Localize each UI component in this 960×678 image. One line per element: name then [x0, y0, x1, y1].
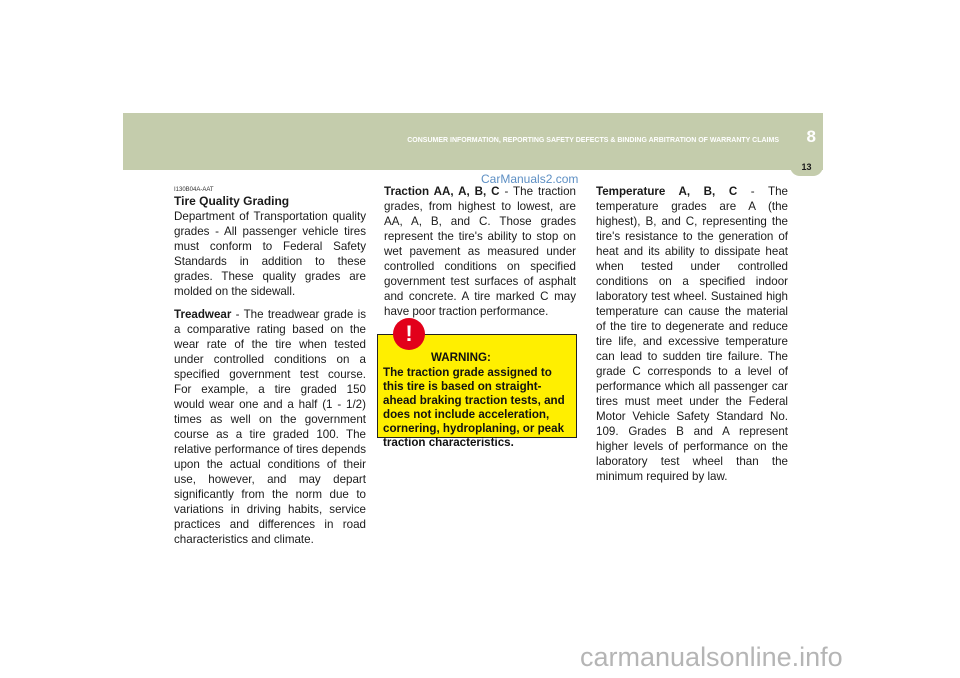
warning-box	[377, 321, 577, 449]
column-3	[596, 184, 788, 492]
watermark-top[interactable]: CarManuals2.com	[481, 172, 579, 186]
section-heading: Tire Quality Grading	[174, 194, 290, 208]
traction-paragraph	[384, 184, 576, 319]
watermark-bottom[interactable]: carmanualsonline.info	[580, 642, 843, 672]
treadwear-lead: Treadwear	[174, 308, 232, 321]
page-number: 13	[790, 157, 823, 176]
header-title: CONSUMER INFORMATION, REPORTING SAFETY DEFECTS & BINDING ARBITRATION OF WARRANTY CLAIMS	[407, 137, 779, 144]
warning-icon: !	[393, 318, 425, 350]
warning-text: The traction grade assigned to this tire is based on straight-ahead braking traction tests, and does not include acceleration, cornering, hydroplaning, or peak traction characteristics.	[383, 366, 565, 449]
temperature-lead: Temperature A, B, C	[596, 185, 738, 198]
column-2	[384, 184, 576, 327]
column-1	[174, 186, 366, 555]
section-code: I130B04A-AAT	[174, 187, 214, 193]
treadwear-text: - The treadwear grade is a comparative rating based on the wear rate of the tire when tested under controlled conditions on a specified government test course. For example, a tire graded 150 would wear one and a half (1 - 1/2) times as well on the government course as a tire graded 100. The relative performance of tires depends upon the actual conditions of their use, however, and may depart significantly from the norm due to variations in driving habits, service practices and differences in road characteristics and climate.	[174, 308, 366, 546]
chapter-number: 8	[806, 127, 816, 146]
temperature-paragraph	[596, 184, 788, 484]
traction-lead: Traction AA, A, B, C	[384, 185, 500, 198]
warning-label: WARNING:	[431, 351, 491, 364]
traction-text: - The traction grades, from highest to lowest, are AA, A, B, and C. Those grades represent the tire's ability to stop on wet pavement as measured under controlled conditions on specified government test surfaces of asphalt and concrete. A tire marked C may have poor traction performance.	[384, 185, 576, 318]
header-band	[123, 113, 823, 170]
temperature-text: - The temperature grades are A (the highest), B, and C, representing the tire's resistance to the generation of heat and its ability to dissipate heat when tested under controlled conditions on a specified indoor laboratory test wheel. Sustained high temperature can cause the material of the tire to degenerate and reduce tire life, and excessive temperature can lead to sudden tire failure. The grade C corresponds to a level of performance which all passenger car tires must meet under the Federal Motor Vehicle Safety Standard No. 109. Grades B and A represent higher levels of performance on the laboratory test wheel than the minimum required by law.	[596, 185, 788, 483]
treadwear-paragraph	[174, 307, 366, 547]
intro-paragraph: Department of Transportation quality grades - All passenger vehicle tires must conform to Federal Safety Standards in addition to these grades. These quality grades are molded on the sidewall.	[174, 210, 366, 298]
